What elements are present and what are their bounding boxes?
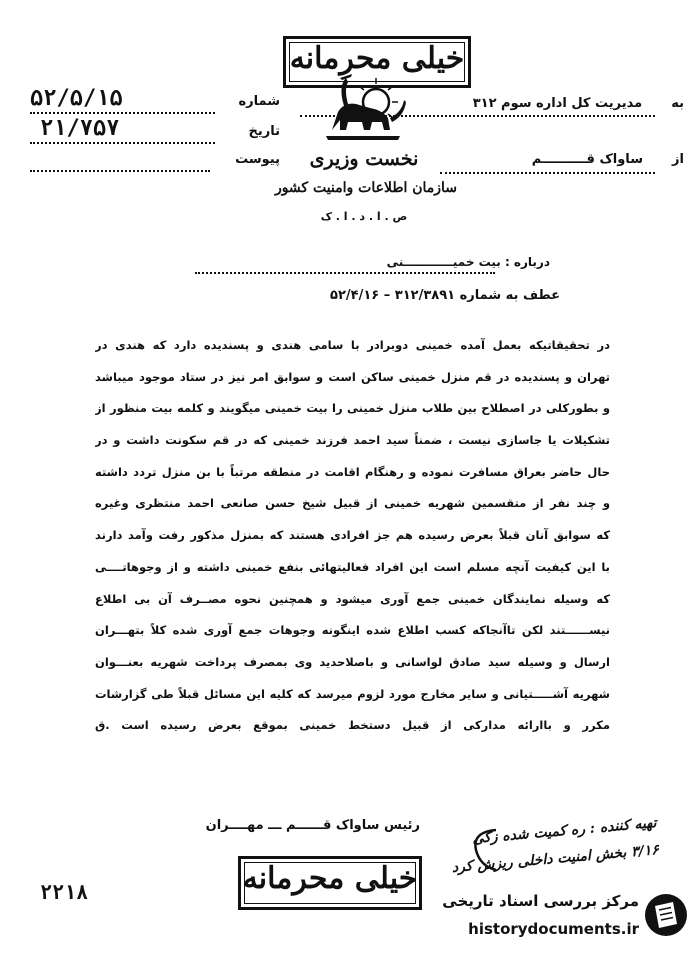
- body-line: و چند نفر از متقسمین شهریه خمینی از قبیل شیخ حسن صانعی احمد منتظری وغیره: [95, 496, 610, 511]
- sender-value: ساواک قــــــــــم: [531, 152, 643, 167]
- handwritten-annotation: [426, 810, 660, 883]
- watermark-name: مرکز بررسی اسناد تاریخی: [442, 892, 639, 910]
- recipient-value: مدیریت کل اداره سوم ۳۱۲: [472, 96, 643, 111]
- body-line: با این کیفیت آنچه مسلم است این افراد فعالیتهائی بنفع خمینی داشته و از وجوهاتــــی: [95, 559, 610, 574]
- subject-line: درباره : بیت خمیــــــــــــنی: [386, 255, 550, 269]
- date-dotline: [30, 142, 215, 144]
- recipient-label: به: [671, 96, 684, 111]
- body-line: تهران و پسندیده در قم منزل خمینی ساکن است و سوابق امر نیز در ستاد موجود میباشد: [95, 369, 610, 384]
- watermark-url: historydocuments.ir: [468, 920, 639, 938]
- page-number: ۲۲۱۸: [40, 880, 89, 904]
- body-line: و بطورکلی در اصطلاح بین طلاب منزل خمینی را بیت خمینی میگویند و کلمه بیت منظور از: [95, 401, 610, 416]
- body-line: شهریه آشـــــتیانی و سایر مخارج مورد لزوم میرسد که کلیه این مسائل قبلاً طی گزارشات: [95, 686, 610, 701]
- reference-line: عطف به شماره ۳۱۲/۳۸۹۱ – ۵۲/۴/۱۶: [330, 288, 560, 303]
- body-line: نیســــــتند لکن تاآنجاکه کسب اطلاع شده اینگونه وجوهات جمع آوری شده کلاً بتهـــران: [95, 623, 610, 638]
- sender-row: [440, 152, 684, 167]
- organization-title: نخست وزیری: [309, 148, 419, 170]
- body-line: در تحقیقاتیکه بعمل آمده خمینی دوبرادر با سامی هندی و پسندیده دارد که هندی در: [95, 338, 610, 352]
- number-dotline: [30, 112, 215, 114]
- watermark: [420, 888, 695, 948]
- letter-body: [95, 330, 610, 742]
- organization-subtitle: سازمان اطلاعات وامنیت کشور: [274, 180, 458, 196]
- subject-dotline: [195, 272, 495, 274]
- date-label: تاریخ: [248, 124, 280, 139]
- sender-label: از: [672, 152, 684, 167]
- body-line: تشکیلات یا جاسازی نیست ، ضمناً سید احمد فرزند خمینی که در قم سکونت داشت و در: [95, 433, 610, 448]
- annotation-line-2: ۳/۱۶ بخش امنیت داخلی ریزش کرد: [451, 841, 660, 876]
- organization-code: ص . ا . د . ا . ک: [320, 210, 408, 223]
- body-line: که سوابق آنان قبلاً بعرض رسیده هم جز افرادی هستند که بمنزل مذکور رفت وآمد دارند: [95, 528, 610, 543]
- confidential-stamp-bottom: [238, 856, 422, 910]
- number-label-wrap: [220, 94, 280, 109]
- attachment-dotline: [30, 170, 210, 172]
- number-label: شماره: [238, 94, 280, 109]
- attachment-label: پیوست: [235, 152, 280, 167]
- annotation-line-1: تهیه کننده : ره کمیت شده زکی: [471, 815, 658, 848]
- date-label-wrap: [220, 124, 280, 139]
- confidential-stamp-bottom-text: خیلی محرمانه: [242, 861, 418, 896]
- signature-line: رئیس ساواک قــــــم ـــ مهــــران: [205, 818, 420, 833]
- body-line: حال حاضر بعراق مسافرت نموده و رهنگام اقامت در منطقه مرتباً با بن منزل تردد داشته: [95, 464, 610, 479]
- body-line: که وسیله نمایندگان خمینی جمع آوری میشود و همچنین نحوه مصــرف آن بی اطلاع: [95, 591, 610, 606]
- body-line: مکرر و باارائه مدارکی از قبیل دستخط خمینی بموقع بعرض رسیده است .ق: [95, 718, 610, 733]
- date-value: ۲۱/۷۵۷: [40, 116, 120, 141]
- body-line: ارسال و وسیله سید صادق لواسانی و باصلاحدید وی بمصرف پرداخت شهریه بعنـــوان: [95, 654, 610, 669]
- handwritten-mark-icon: [466, 826, 506, 876]
- confidential-stamp-top-text: خیلی محرمانه: [289, 41, 465, 76]
- attachment-label-wrap: [215, 152, 280, 167]
- sender-dotline: [440, 172, 655, 174]
- number-value: ۵۲/۵/۱۵: [30, 86, 123, 111]
- archive-logo-icon: [643, 892, 689, 938]
- lion-and-sun-emblem-icon: [318, 72, 408, 144]
